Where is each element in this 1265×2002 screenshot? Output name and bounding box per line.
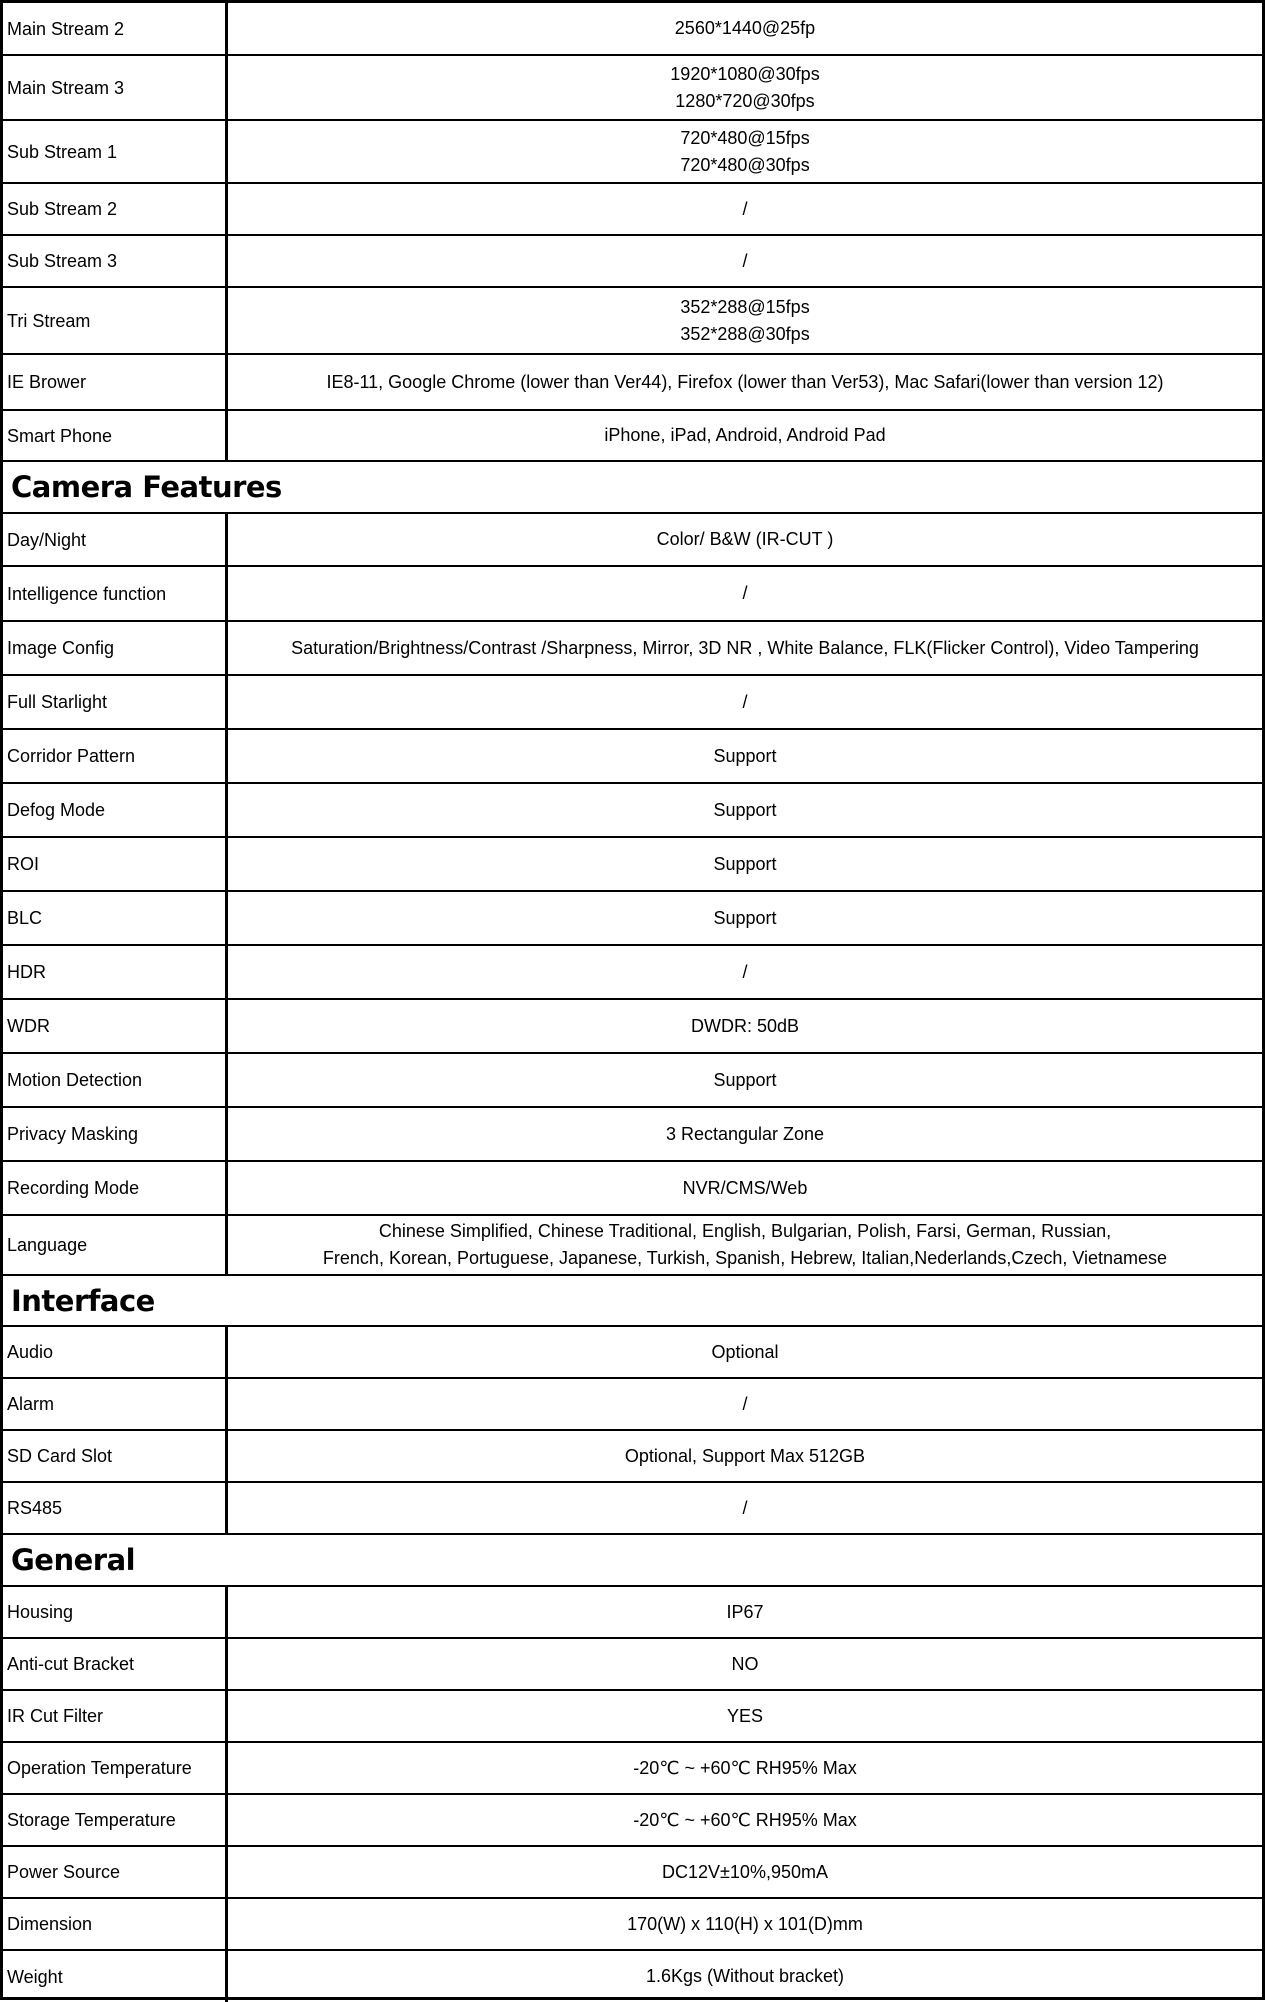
spec-row-sub-stream-1 (3, 121, 1262, 184)
spec-value (228, 56, 1262, 119)
spec-value-text: -20℃ ~ +60℃ RH95% Max (633, 1757, 857, 1778)
spec-row-anti-cut-bracket (3, 1639, 1262, 1691)
spec-value (228, 784, 1262, 836)
spec-label: SD Card Slot (3, 1431, 228, 1481)
spec-row-main-stream-3 (3, 56, 1262, 121)
spec-row-weight (3, 1951, 1262, 2002)
spec-value (228, 838, 1262, 890)
spec-row-recording-mode (3, 1162, 1262, 1216)
spec-value-text: Support (713, 745, 777, 766)
spec-row-corridor-pattern (3, 730, 1262, 784)
spec-row-smart-phone (3, 411, 1262, 462)
spec-value (228, 1483, 1262, 1533)
spec-row-tri-stream (3, 288, 1262, 355)
spec-row-intelligence-function (3, 567, 1262, 622)
spec-label: HDR (3, 946, 228, 998)
spec-row-sub-stream-2 (3, 184, 1262, 236)
spec-row-motion-detection (3, 1054, 1262, 1108)
spec-row-main-stream-2 (3, 3, 1262, 56)
spec-label: Operation Temperature (3, 1743, 228, 1793)
spec-label: Defog Mode (3, 784, 228, 836)
spec-value-text: NVR/CMS/Web (682, 1177, 808, 1198)
spec-label: Weight (3, 1951, 228, 2002)
spec-value-text: / (742, 961, 748, 982)
spec-row-full-starlight (3, 676, 1262, 730)
spec-value-text: IE8-11, Google Chrome (lower than Ver44), Firefox (lower than Ver53), Mac Safari(lower than version 12) (326, 371, 1164, 392)
spec-row-alarm (3, 1379, 1262, 1431)
spec-value-text: / (742, 198, 748, 219)
spec-value-line: 1280*720@30fps (675, 90, 815, 111)
spec-value (228, 892, 1262, 944)
spec-value-text: / (742, 691, 748, 712)
section-title: General (11, 1543, 136, 1577)
spec-label: IE Brower (3, 355, 228, 409)
spec-label: Sub Stream 3 (3, 236, 228, 286)
spec-value-text: / (742, 250, 748, 271)
spec-value (228, 411, 1262, 460)
spec-row-rs485 (3, 1483, 1262, 1535)
spec-label: BLC (3, 892, 228, 944)
spec-value-text: 2560*1440@25fp (674, 18, 816, 38)
spec-label: Motion Detection (3, 1054, 228, 1106)
spec-value-text: -20℃ ~ +60℃ RH95% Max (633, 1809, 857, 1830)
spec-row-power-source (3, 1847, 1262, 1899)
spec-value (228, 1899, 1262, 1949)
spec-value (228, 622, 1262, 674)
spec-value (228, 1795, 1262, 1845)
spec-value (228, 1639, 1262, 1689)
spec-value (228, 1847, 1262, 1897)
spec-row-blc (3, 892, 1262, 946)
spec-row-image-config (3, 622, 1262, 676)
spec-label: Dimension (3, 1899, 228, 1949)
spec-label: Sub Stream 1 (3, 121, 228, 182)
spec-value (228, 1587, 1262, 1637)
spec-row-defog-mode (3, 784, 1262, 838)
spec-row-wdr (3, 1000, 1262, 1054)
spec-value (228, 184, 1262, 234)
spec-value-line: 352*288@15fps (680, 296, 810, 317)
spec-value (228, 1108, 1262, 1160)
spec-value-line: 352*288@30fps (680, 323, 810, 344)
spec-row-audio (3, 1327, 1262, 1379)
spec-row-operation-temperature (3, 1743, 1262, 1795)
spec-value (228, 1216, 1262, 1274)
spec-row-ie-browser (3, 355, 1262, 411)
spec-value-text: Saturation/Brightness/Contrast /Sharpness, Mirror, 3D NR , White Balance, FLK(Flicker Control), Video Tampering (291, 637, 1199, 658)
spec-value (228, 1951, 1262, 2002)
spec-label: Recording Mode (3, 1162, 228, 1214)
spec-row-housing (3, 1587, 1262, 1639)
spec-row-sd-card-slot (3, 1431, 1262, 1483)
section-title: Interface (11, 1283, 155, 1318)
spec-label: Corridor Pattern (3, 730, 228, 782)
spec-label: Privacy Masking (3, 1108, 228, 1160)
spec-label: Anti-cut Bracket (3, 1639, 228, 1689)
spec-label: Sub Stream 2 (3, 184, 228, 234)
spec-value (228, 567, 1262, 620)
spec-value-text: NO (731, 1653, 759, 1674)
spec-value-text: / (742, 1497, 748, 1518)
spec-row-dimension (3, 1899, 1262, 1951)
spec-value (228, 1000, 1262, 1052)
spec-label: Housing (3, 1587, 228, 1637)
spec-value-line: 720*480@30fps (680, 154, 810, 175)
section-general (3, 1535, 1262, 1587)
spec-value (228, 121, 1262, 182)
spec-row-sub-stream-3 (3, 236, 1262, 288)
spec-row-hdr (3, 946, 1262, 1000)
spec-label: Full Starlight (3, 676, 228, 728)
spec-value-text: DC12V±10%,950mA (662, 1861, 828, 1882)
spec-value (228, 3, 1262, 54)
spec-value-text: 1.6Kgs (Without bracket) (645, 1966, 845, 1986)
spec-value (228, 288, 1262, 353)
spec-value (228, 236, 1262, 286)
spec-value (228, 1743, 1262, 1793)
spec-value-text: / (742, 1393, 748, 1414)
spec-label: Intelligence function (3, 567, 228, 620)
spec-value (228, 676, 1262, 728)
spec-value (228, 730, 1262, 782)
spec-value-text: Optional (711, 1341, 779, 1362)
spec-value (228, 946, 1262, 998)
spec-row-language (3, 1216, 1262, 1276)
spec-value-text: Color/ B&W (IR-CUT ) (656, 529, 834, 549)
spec-value-text: DWDR: 50dB (690, 1015, 800, 1036)
spec-label: Audio (3, 1327, 228, 1377)
spec-value-text: Support (713, 907, 777, 928)
section-interface (3, 1276, 1262, 1327)
spec-value (228, 514, 1262, 565)
spec-label: Tri Stream (3, 288, 228, 353)
spec-label: Alarm (3, 1379, 228, 1429)
spec-value-text: / (742, 583, 748, 603)
spec-value (228, 1054, 1262, 1106)
spec-label: Day/Night (3, 514, 228, 565)
spec-value (228, 1691, 1262, 1741)
spec-label: WDR (3, 1000, 228, 1052)
spec-label: IR Cut Filter (3, 1691, 228, 1741)
spec-label: ROI (3, 838, 228, 890)
spec-row-day-night (3, 514, 1262, 567)
spec-row-roi (3, 838, 1262, 892)
spec-value (228, 1327, 1262, 1377)
spec-value (228, 355, 1262, 409)
spec-label: Smart Phone (3, 411, 228, 460)
spec-value-text: 170(W) x 110(H) x 101(D)mm (627, 1913, 863, 1934)
spec-value-line: 1920*1080@30fps (670, 63, 820, 84)
spec-value-text: Support (713, 853, 777, 874)
spec-label: Image Config (3, 622, 228, 674)
spec-value-text: Optional, Support Max 512GB (624, 1445, 866, 1466)
spec-label: Power Source (3, 1847, 228, 1897)
spec-value-text: 3 Rectangular Zone (665, 1123, 825, 1144)
spec-label: Main Stream 2 (3, 3, 228, 54)
section-camera-features (3, 462, 1262, 514)
spec-value-text: YES (726, 1705, 764, 1726)
spec-value-line: French, Korean, Portuguese, Japanese, Turkish, Spanish, Hebrew, Italian,Nederlands,Czech, Vietnamese (322, 1248, 1168, 1268)
spec-value (228, 1162, 1262, 1214)
spec-label: Storage Temperature (3, 1795, 228, 1845)
spec-value-line: 720*480@15fps (680, 127, 810, 148)
spec-value-line: Chinese Simplified, Chinese Traditional, English, Bulgarian, Polish, Farsi, German, Russian, (378, 1221, 1112, 1241)
spec-value (228, 1379, 1262, 1429)
spec-value-text: Support (713, 799, 777, 820)
spec-value (228, 1431, 1262, 1481)
spec-label: RS485 (3, 1483, 228, 1533)
spec-value-text: IP67 (726, 1601, 764, 1622)
spec-label: Language (3, 1216, 228, 1274)
spec-row-privacy-masking (3, 1108, 1262, 1162)
spec-value-text: Support (713, 1069, 777, 1090)
spec-label: Main Stream 3 (3, 56, 228, 119)
spec-row-ir-cut-filter (3, 1691, 1262, 1743)
spec-row-storage-temperature (3, 1795, 1262, 1847)
section-title: Camera Features (11, 470, 282, 504)
spec-value-text: iPhone, iPad, Android, Android Pad (604, 425, 886, 445)
